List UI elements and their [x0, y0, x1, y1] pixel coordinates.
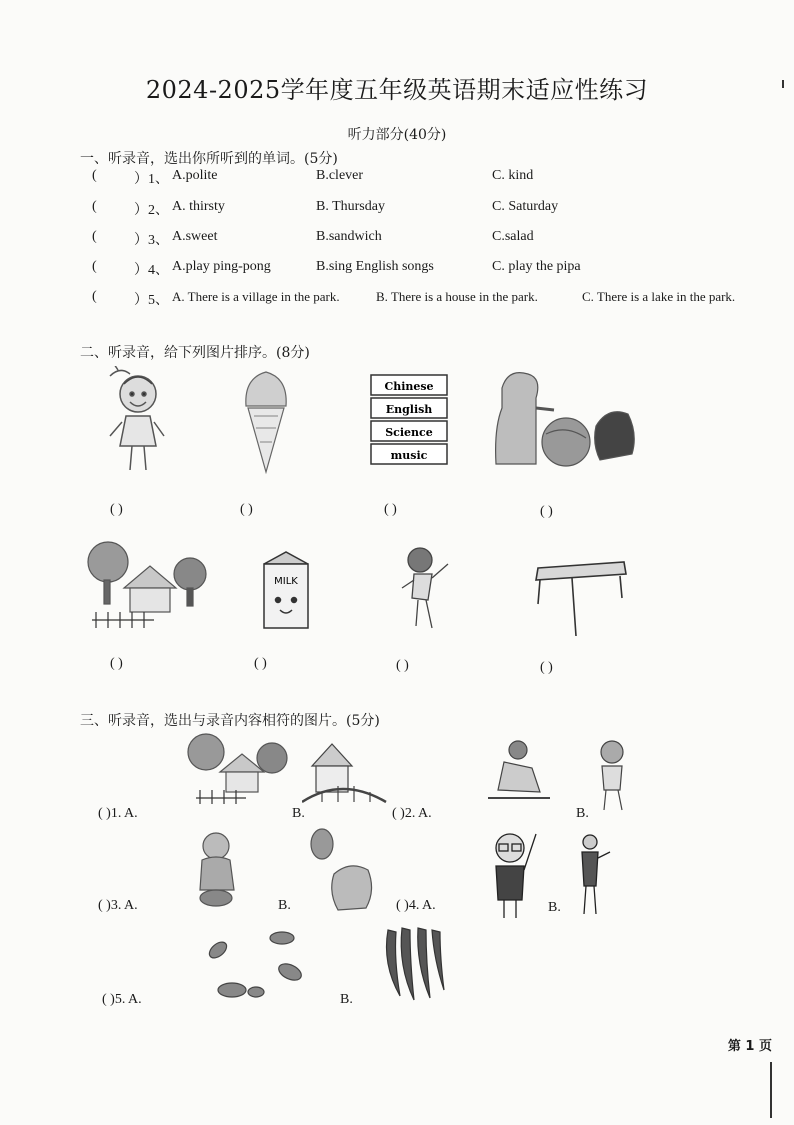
- dancing-girl-picture: [398, 544, 454, 636]
- list-item: [0, 229, 794, 251]
- book-label: music: [390, 449, 428, 462]
- teacher-thin-picture: [574, 832, 612, 916]
- dog-sitting-picture: [194, 830, 240, 908]
- book-label: Science: [385, 426, 433, 439]
- answer-paren: ( ): [540, 504, 553, 519]
- question-label: ( )4. A.: [396, 898, 436, 913]
- answer-paren: ( ): [254, 656, 267, 671]
- option-b: B.sing English songs: [316, 259, 434, 274]
- answer-paren: ( ): [384, 502, 397, 517]
- chili-peppers-picture: [378, 920, 450, 1002]
- page-title: 2024-2025学年度五年级英语期末适应性练习: [145, 76, 649, 104]
- question-label: ( )3. A.: [98, 898, 138, 913]
- answer-paren: ( ): [110, 656, 123, 671]
- page-number: 第 1 页: [727, 1039, 772, 1054]
- question-label: ( )1. A.: [98, 806, 138, 821]
- option-b-label: B.: [576, 806, 589, 821]
- book-label: English: [385, 403, 433, 416]
- girl-lying-picture: [484, 738, 554, 808]
- village-picture-a: [186, 732, 290, 806]
- dog-ball-picture: [492, 368, 638, 472]
- answer-paren: ( ): [396, 658, 409, 673]
- option-b: B.sandwich: [316, 229, 382, 244]
- section2-heading: 二、听录音，给下列图片排序。(8分): [80, 345, 310, 361]
- list-item: [0, 168, 794, 190]
- option-a: A.sweet: [172, 229, 218, 244]
- listening-subtitle: 听力部分(40分): [347, 127, 447, 143]
- section3-heading: 三、听录音，选出与录音内容相符的图片。(5分): [80, 713, 380, 729]
- question-label: ( )2. A.: [392, 806, 432, 821]
- option-a: A.play ping-pong: [172, 259, 271, 274]
- option-b: B. Thursday: [316, 199, 385, 214]
- question-label: ( )5. A.: [102, 992, 142, 1007]
- answer-paren: (: [92, 259, 97, 274]
- option-c: C. There is a lake in the park.: [582, 289, 736, 304]
- option-c: C.salad: [492, 229, 534, 244]
- candies-picture: [186, 926, 318, 1006]
- table-picture: [532, 556, 630, 640]
- option-b: B. There is a house in the park.: [376, 289, 538, 304]
- question-number: ）5、: [134, 293, 169, 308]
- teacher-glasses-picture: [490, 830, 540, 920]
- option-c: C. kind: [492, 168, 534, 183]
- question-number: ）1、: [134, 172, 169, 187]
- question-number: ）2、: [134, 203, 169, 218]
- milk-label: MILK: [274, 576, 298, 587]
- subject-books-picture: [368, 372, 450, 468]
- bridge-house-picture: [302, 736, 388, 808]
- girl-picture: [100, 366, 170, 478]
- option-b-label: B.: [340, 992, 353, 1007]
- answer-paren: (: [92, 229, 97, 244]
- scan-mark: [782, 80, 784, 88]
- question-number: ）4、: [134, 263, 169, 278]
- option-c: C. play the pipa: [492, 259, 581, 274]
- answer-paren: ( ): [540, 660, 553, 675]
- list-item: [0, 289, 794, 311]
- answer-paren: (: [92, 168, 97, 183]
- answer-paren: (: [92, 199, 97, 214]
- dog-ball-picture-b: [306, 826, 378, 916]
- boy-picture: [592, 738, 632, 814]
- option-c: C. Saturday: [492, 199, 559, 214]
- ice-cream-picture: [238, 366, 294, 476]
- scan-edge: [770, 1062, 772, 1118]
- village-picture: [84, 540, 208, 632]
- option-a: A. thirsty: [172, 199, 225, 214]
- option-a: A.polite: [172, 168, 218, 183]
- option-a: A. There is a village in the park.: [172, 289, 340, 304]
- list-item: [0, 259, 794, 281]
- answer-paren: ( ): [240, 502, 253, 517]
- option-b-label: B.: [548, 900, 561, 915]
- option-b-label: B.: [292, 806, 305, 821]
- milk-carton-picture: [256, 548, 318, 632]
- option-b-label: B.: [278, 898, 291, 913]
- answer-paren: ( ): [110, 502, 123, 517]
- question-number: ）3、: [134, 233, 169, 248]
- section1-heading: 一、听录音，选出你所听到的单词。(5分): [80, 151, 338, 167]
- answer-paren: (: [92, 289, 97, 304]
- list-item: [0, 199, 794, 221]
- book-label: Chinese: [384, 380, 434, 393]
- option-b: B.clever: [316, 168, 364, 183]
